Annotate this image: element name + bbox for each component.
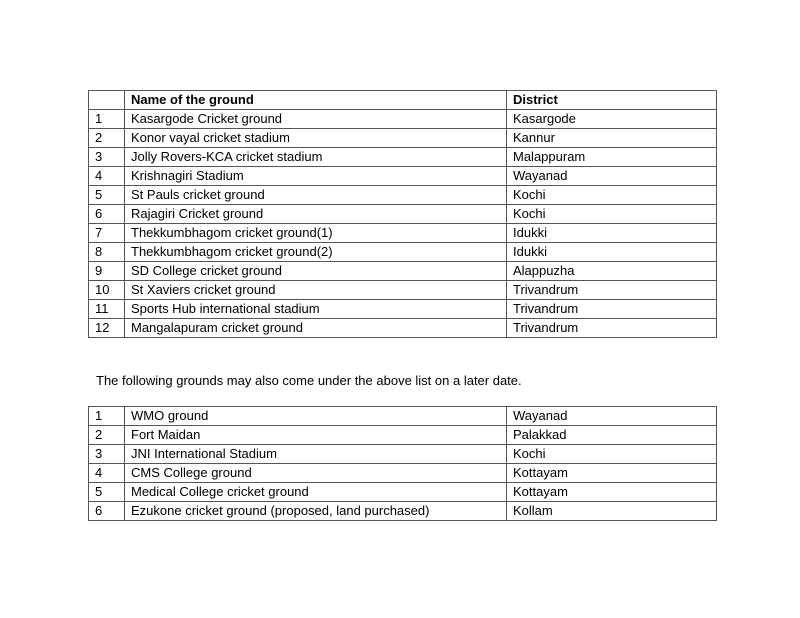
row-number: 8 <box>89 243 125 262</box>
table-row <box>89 281 717 300</box>
row-number: 10 <box>89 281 125 300</box>
table-row <box>89 426 717 445</box>
district: Alappuzha <box>507 262 717 281</box>
table-row <box>89 445 717 464</box>
table-row <box>89 224 717 243</box>
ground-name: SD College cricket ground <box>125 262 507 281</box>
row-number: 6 <box>89 205 125 224</box>
ground-name: CMS College ground <box>125 464 507 483</box>
ground-name: Thekkumbhagom cricket ground(2) <box>125 243 507 262</box>
later-grounds-table-body <box>89 407 717 521</box>
table-header-row <box>89 91 717 110</box>
row-number: 11 <box>89 300 125 319</box>
row-number: 4 <box>89 167 125 186</box>
district: Wayanad <box>507 407 717 426</box>
district: Trivandrum <box>507 281 717 300</box>
table-row <box>89 110 717 129</box>
header-district: District <box>507 91 717 110</box>
ground-name: Thekkumbhagom cricket ground(1) <box>125 224 507 243</box>
later-grounds-note: The following grounds may also come under the above list on a later date. <box>96 373 522 388</box>
header-name: Name of the ground <box>125 91 507 110</box>
district: Wayanad <box>507 167 717 186</box>
table-row <box>89 186 717 205</box>
ground-name: Konor vayal cricket stadium <box>125 129 507 148</box>
district: Kannur <box>507 129 717 148</box>
row-number: 2 <box>89 426 125 445</box>
district: Kochi <box>507 445 717 464</box>
district: Idukki <box>507 243 717 262</box>
table-row <box>89 129 717 148</box>
ground-name: JNI International Stadium <box>125 445 507 464</box>
table-row <box>89 243 717 262</box>
table-row <box>89 262 717 281</box>
district: Kottayam <box>507 464 717 483</box>
district: Kottayam <box>507 483 717 502</box>
table-row <box>89 205 717 224</box>
row-number: 1 <box>89 407 125 426</box>
ground-name: Krishnagiri Stadium <box>125 167 507 186</box>
row-number: 5 <box>89 483 125 502</box>
district: Kochi <box>507 186 717 205</box>
ground-name: Sports Hub international stadium <box>125 300 507 319</box>
row-number: 6 <box>89 502 125 521</box>
table-row <box>89 167 717 186</box>
district: Idukki <box>507 224 717 243</box>
ground-name: Rajagiri Cricket ground <box>125 205 507 224</box>
ground-name: St Xaviers cricket ground <box>125 281 507 300</box>
district: Trivandrum <box>507 319 717 338</box>
table-row <box>89 300 717 319</box>
table-row <box>89 319 717 338</box>
ground-name: Fort Maidan <box>125 426 507 445</box>
row-number: 5 <box>89 186 125 205</box>
grounds-table-body <box>89 110 717 338</box>
district: Palakkad <box>507 426 717 445</box>
header-number <box>89 91 125 110</box>
table-row <box>89 464 717 483</box>
row-number: 12 <box>89 319 125 338</box>
ground-name: St Pauls cricket ground <box>125 186 507 205</box>
grounds-table <box>88 90 717 338</box>
row-number: 3 <box>89 445 125 464</box>
row-number: 2 <box>89 129 125 148</box>
ground-name: Jolly Rovers-KCA cricket stadium <box>125 148 507 167</box>
later-grounds-table <box>88 406 717 521</box>
ground-name: Kasargode Cricket ground <box>125 110 507 129</box>
district: Malappuram <box>507 148 717 167</box>
district: Kollam <box>507 502 717 521</box>
row-number: 1 <box>89 110 125 129</box>
ground-name: Ezukone cricket ground (proposed, land purchased) <box>125 502 507 521</box>
ground-name: Medical College cricket ground <box>125 483 507 502</box>
table-row <box>89 407 717 426</box>
ground-name: WMO ground <box>125 407 507 426</box>
table-row <box>89 502 717 521</box>
district: Kasargode <box>507 110 717 129</box>
table-row <box>89 148 717 167</box>
district: Trivandrum <box>507 300 717 319</box>
row-number: 9 <box>89 262 125 281</box>
row-number: 3 <box>89 148 125 167</box>
district: Kochi <box>507 205 717 224</box>
ground-name: Mangalapuram cricket ground <box>125 319 507 338</box>
row-number: 7 <box>89 224 125 243</box>
row-number: 4 <box>89 464 125 483</box>
table-row <box>89 483 717 502</box>
